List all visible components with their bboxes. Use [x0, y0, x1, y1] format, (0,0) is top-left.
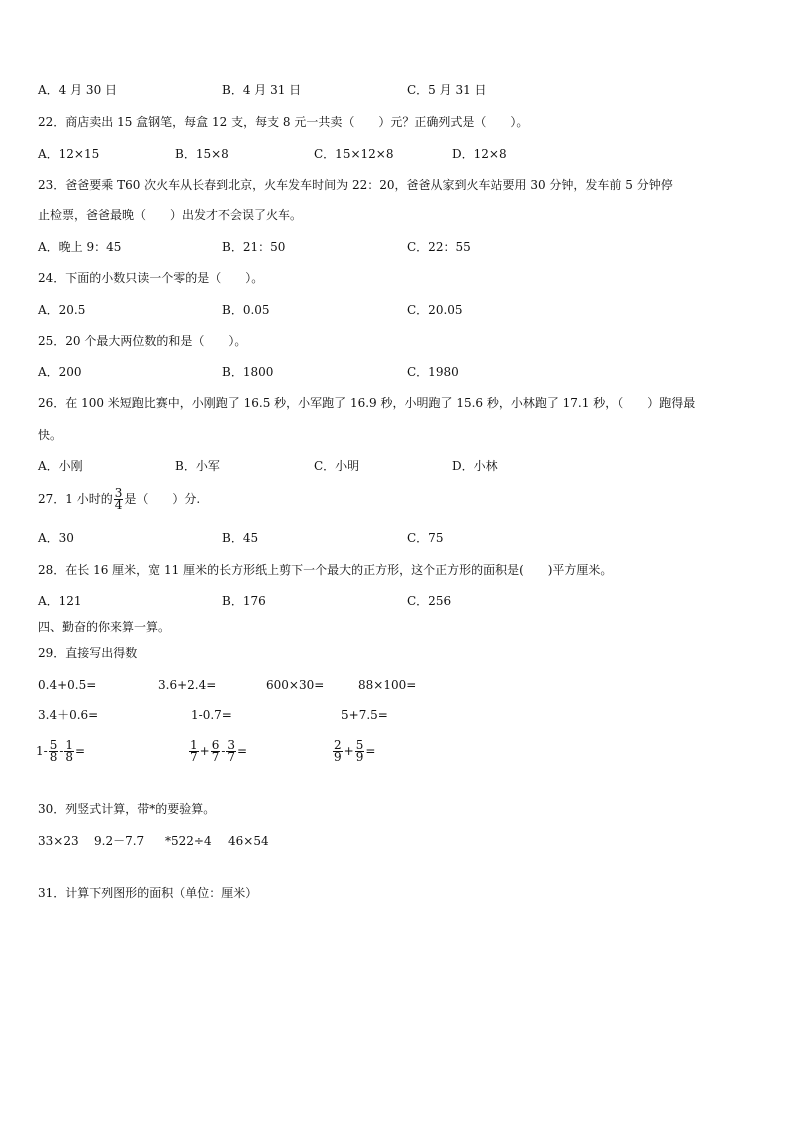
q28-option-c: C．256 [407, 594, 452, 608]
q30-item-2: 9.2－7.7 [94, 834, 145, 848]
denominator: 7 [227, 750, 236, 764]
q21-option-b: B．4 月 31 日 [222, 83, 302, 97]
q24-stem: 24．下面的小数只读一个零的是（ ）。 [38, 271, 264, 285]
q27-fraction [114, 488, 124, 511]
q23-option-a: A．晚上 9：45 [38, 240, 122, 254]
q25-stem: 25．20 个最大两位数的和是（ ）。 [38, 334, 247, 348]
q29-expr-9-frac-1 [189, 740, 199, 763]
q29-expr-8-lead: 1- [36, 744, 48, 758]
numerator: 5 [49, 738, 58, 752]
denominator: 9 [355, 750, 364, 764]
q26-stem-line2: 快。 [38, 428, 63, 442]
operator: + [199, 744, 210, 758]
q29-expr-9-frac-3 [226, 740, 236, 763]
q25-option-c: C．1980 [407, 365, 459, 379]
q29-expr-8-frac-2 [64, 740, 74, 763]
q21-option-a: A．4 月 30 日 [38, 83, 118, 97]
q29-expr-9-frac-2 [211, 740, 221, 763]
denominator: 7 [190, 750, 198, 764]
q27-option-a: A．30 [38, 531, 74, 545]
q29-expr-8-frac-1 [49, 740, 59, 763]
q29-expr-10-frac-2 [355, 740, 365, 763]
numerator: 5 [355, 738, 364, 752]
q29-expr-1: 0.4+0.5= [38, 678, 97, 692]
q26-option-c: C．小明 [314, 459, 360, 473]
q21-option-c: C．5 月 31 日 [407, 83, 487, 97]
equals-sign: = [365, 744, 376, 758]
q24-option-b: B．0.05 [222, 303, 270, 317]
q25-option-a: A．200 [38, 365, 82, 379]
q31-stem: 31．计算下列图形的面积（单位：厘米） [38, 886, 258, 900]
q30-item-3: *522÷4 [165, 834, 212, 848]
q29-expr-4: 88×100= [358, 678, 417, 692]
q22-option-b: B．15×8 [175, 147, 229, 161]
q23-stem-line2: 止检票，爸爸最晚（ ）出发才不会误了火车。 [38, 208, 303, 222]
numerator: 3 [227, 738, 236, 752]
q29-expr-2: 3.6+2.4= [158, 678, 217, 692]
denominator: 9 [334, 750, 342, 764]
q27-fraction-denominator: 4 [114, 498, 123, 512]
section-title: 四、勤奋的你来算一算。 [38, 620, 171, 634]
operator: - [59, 744, 64, 758]
q29-expr-8 [36, 737, 85, 765]
q29-expr-6: 1-0.7= [191, 708, 232, 722]
q28-option-a: A．121 [38, 594, 82, 608]
q29-stem: 29．直接写出得数 [38, 646, 138, 660]
q24-option-a: A．20.5 [38, 303, 86, 317]
q29-expr-3: 600×30= [266, 678, 325, 692]
q22-option-a: A．12×15 [38, 147, 100, 161]
denominator: 7 [211, 750, 220, 764]
q29-expr-9 [188, 737, 247, 765]
numerator: 1 [190, 738, 198, 752]
q26-option-b: B．小军 [175, 459, 220, 473]
numerator: 1 [65, 738, 74, 752]
q29-expr-7: 5+7.5= [341, 708, 388, 722]
denominator: 8 [65, 750, 74, 764]
q29-expr-10-frac-1 [333, 740, 343, 763]
q30-stem: 30．列竖式计算，带*的要验算。 [38, 802, 216, 816]
q25-option-b: B．1800 [222, 365, 274, 379]
q27-stem-prefix: 27．1 小时的 [38, 492, 113, 506]
q29-expr-10 [332, 737, 375, 765]
q26-option-a: A．小刚 [38, 459, 83, 473]
q26-stem-line1: 26．在 100 米短跑比赛中，小刚跑了 16.5 秒，小军跑了 16.9 秒，小明跑了 15.6 秒，小林跑了 17.1 秒，（ ）跑得最 [38, 396, 696, 410]
q23-stem-line1: 23．爸爸要乘 T60 次火车从长春到北京，火车发车时间为 22：20，爸爸从家到火车站要用 30 分钟，发车前 5 分钟停 [38, 178, 673, 192]
q26-option-d: D．小林 [452, 459, 498, 473]
q30-item-4: 46×54 [228, 834, 269, 848]
q23-option-c: C．22：55 [407, 240, 471, 254]
equals-sign: = [75, 744, 86, 758]
denominator: 8 [49, 750, 58, 764]
q22-option-d: D．12×8 [452, 147, 507, 161]
q29-expr-5: 3.4＋0.6= [38, 708, 99, 722]
numerator: 2 [334, 738, 342, 752]
q27-option-b: B．45 [222, 531, 259, 545]
q22-stem: 22．商店卖出 15 盒钢笔，每盒 12 支，每支 8 元一共卖（ ）元？正确列式是（ ）。 [38, 115, 529, 129]
equals-sign: = [237, 744, 248, 758]
operator: - [221, 744, 226, 758]
q27-stem [38, 486, 200, 512]
q27-stem-suffix: 是（ ）分. [124, 492, 201, 506]
q23-option-b: B．21：50 [222, 240, 286, 254]
q27-fraction-numerator: 3 [114, 486, 123, 500]
operator: + [343, 744, 354, 758]
q22-option-c: C．15×12×8 [314, 147, 394, 161]
q28-stem: 28．在长 16 厘米，宽 11 厘米的长方形纸上剪下一个最大的正方形，这个正方形的面积是( )平方厘米。 [38, 563, 613, 577]
numerator: 6 [211, 738, 220, 752]
q30-item-1: 33×23 [38, 834, 79, 848]
q24-option-c: C．20.05 [407, 303, 463, 317]
q28-option-b: B．176 [222, 594, 266, 608]
q27-option-c: C．75 [407, 531, 444, 545]
